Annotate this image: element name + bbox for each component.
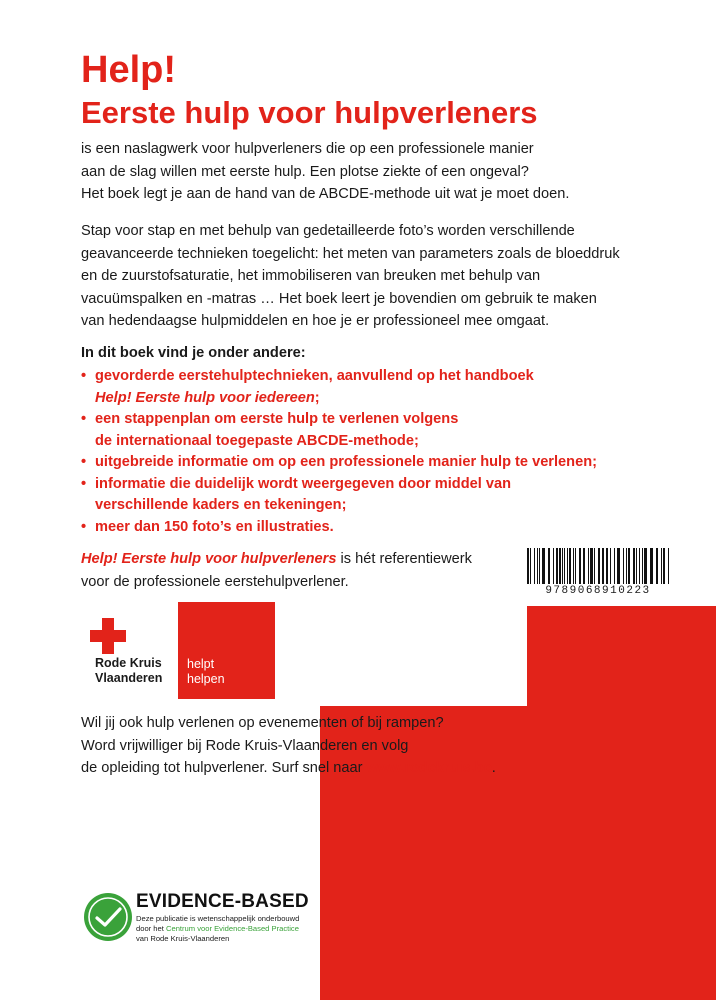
barcode-bar [553,548,554,584]
evidence-line3: van Rode Kruis-Vlaanderen [136,934,230,943]
barcode-bar [583,548,585,584]
barcode-bar [588,548,589,584]
organization-name [95,656,162,686]
list-item-suffix: ; [314,389,320,406]
intro-line: is een naslagwerk voor hulpverleners die op een professionele manier [81,141,534,157]
barcode-bar [639,548,640,584]
barcode-bar [656,548,658,584]
slogan-line1: helpt [187,657,215,671]
list-item-text: de internationaal toegepaste ABCDE-methode; [95,432,419,449]
volunteer-line3: de opleiding tot hulpverlener. Surf snel naar [81,760,367,776]
list-item [81,517,641,539]
feature-list [81,366,641,538]
volunteer-line2: Word vrijwilliger bij Rode Kruis-Vlaanderen en volg [81,737,409,754]
detail-paragraph [81,220,641,333]
list-item [81,452,641,474]
barcode-bar [594,548,595,584]
evidence-based-title: EVIDENCE-BASED [136,891,309,912]
barcode-bar [539,548,540,584]
barcode-bar [556,548,558,584]
website-link[interactable]: www.rodekruis.be [366,760,492,776]
evidence-based-text [136,914,336,944]
barcode-bar [537,548,538,584]
volunteer-line3-suffix: . [491,760,496,776]
barcode [525,548,671,597]
barcode-bar [663,548,665,584]
organization-name-line1: Rode Kruis [95,656,162,670]
barcode-bar [579,548,581,584]
list-item-italic: Help! Eerste hulp voor iedereen [95,389,315,406]
title-subtitle: Eerste hulp voor hulpverleners [81,95,538,130]
barcode-bar [602,548,604,584]
barcode-bar [548,548,550,584]
barcode-bar [668,548,669,584]
barcode-bar [598,548,600,584]
list-item-text: meer dan 150 foto’s en illustraties. [95,518,334,535]
list-heading: In dit boek vind je onder andere: [81,345,306,361]
evidence-line2-prefix: door het [136,924,166,933]
list-item-text: uitgebreide informatie om op een professionele manier hulp te verlenen; [95,454,597,470]
reference-paragraph [81,548,501,593]
barcode-bar [559,548,561,584]
bullet-marker: • [81,454,87,470]
barcode-bar [562,548,563,584]
evidence-line1: Deze publicatie is wetenschappelijk onderbouwd [136,914,300,923]
reference-text-line2: voor de professionele eerstehulpverlener. [81,573,349,590]
list-item [81,366,641,409]
list-item-text: verschillende kaders en tekeningen; [95,497,347,513]
list-item [81,409,641,452]
isbn-number: 9789068910223 [545,585,651,597]
barcode-bar [530,548,531,584]
list-item [81,474,641,517]
barcode-bar [650,548,653,584]
barcode-bar [564,548,565,584]
intro-line: aan de slag willen met eerste hulp. Een plotse ziekte of een ongeval? [81,163,529,180]
evidence-centre-name: Centrum voor Evidence-Based Practice [165,924,299,933]
barcode-bar [628,548,630,584]
red-cross-icon [90,618,126,654]
bullet-marker: • [81,518,87,535]
volunteer-paragraph [81,712,521,780]
barcode-bar [642,548,643,584]
barcode-bar [569,548,571,584]
barcode-bar [575,548,576,584]
detail-line: geavanceerde technieken toegelicht: het meten van parameters zoals de bloeddruk [81,245,620,262]
list-item-text: gevorderde eerstehulptechnieken, aanvullend op het handboek [95,368,534,384]
slogan-line2: helpen [187,671,225,686]
barcode-bar [606,548,608,584]
barcode-bar [567,548,568,584]
detail-line: en de zuurstofsaturatie, het immobiliseren van breuken met behulp van [81,268,541,284]
organization-name-line2: Vlaanderen [95,671,163,685]
volunteer-line1: Wil jij ook hulp verlenen op evenementen of bij rampen? [81,715,444,731]
barcode-bar [644,548,647,584]
barcode-bar [610,548,611,584]
detail-line: van hedendaagse hulpmiddelen en hoe je er professioneel mee omgaat. [81,313,550,329]
barcode-bar [590,548,593,584]
barcode-bar [614,548,615,584]
barcode-bar [661,548,662,584]
list-item-text: een stappenplan om eerste hulp te verlenen volgens [95,411,459,427]
barcode-bar [542,548,545,584]
checkmark-badge-icon [83,892,133,942]
detail-line: vacuümspalken en -matras … Het boek leert je bovendien om gebruik te maken [81,290,597,307]
barcode-bars [525,548,671,584]
slogan-text [187,657,225,686]
intro-paragraph [81,138,641,206]
barcode-bar [636,548,637,584]
barcode-bar [623,548,624,584]
list-item-text: informatie die duidelijk wordt weergegeven door middel van [95,475,512,492]
barcode-bar [527,548,529,584]
detail-line: Stap voor stap en met behulp van gedetailleerde foto’s worden verschillende [81,223,575,239]
reference-text: is hét referentiewerk [336,551,472,567]
barcode-bar [617,548,620,584]
barcode-bar [626,548,627,584]
reference-book-title: Help! Eerste hulp voor hulpverleners [81,551,337,567]
intro-line: Het boek legt je aan de hand van de ABCDE-methode uit wat je moet doen. [81,186,570,202]
barcode-bar [534,548,535,584]
title-main: Help! [81,49,176,91]
red-decorative-block-upper [527,606,716,706]
barcode-bar [573,548,574,584]
bullet-marker: • [81,368,87,384]
barcode-bar [633,548,635,584]
bullet-marker: • [81,475,87,492]
slogan-box [178,602,275,699]
bullet-marker: • [81,411,87,427]
